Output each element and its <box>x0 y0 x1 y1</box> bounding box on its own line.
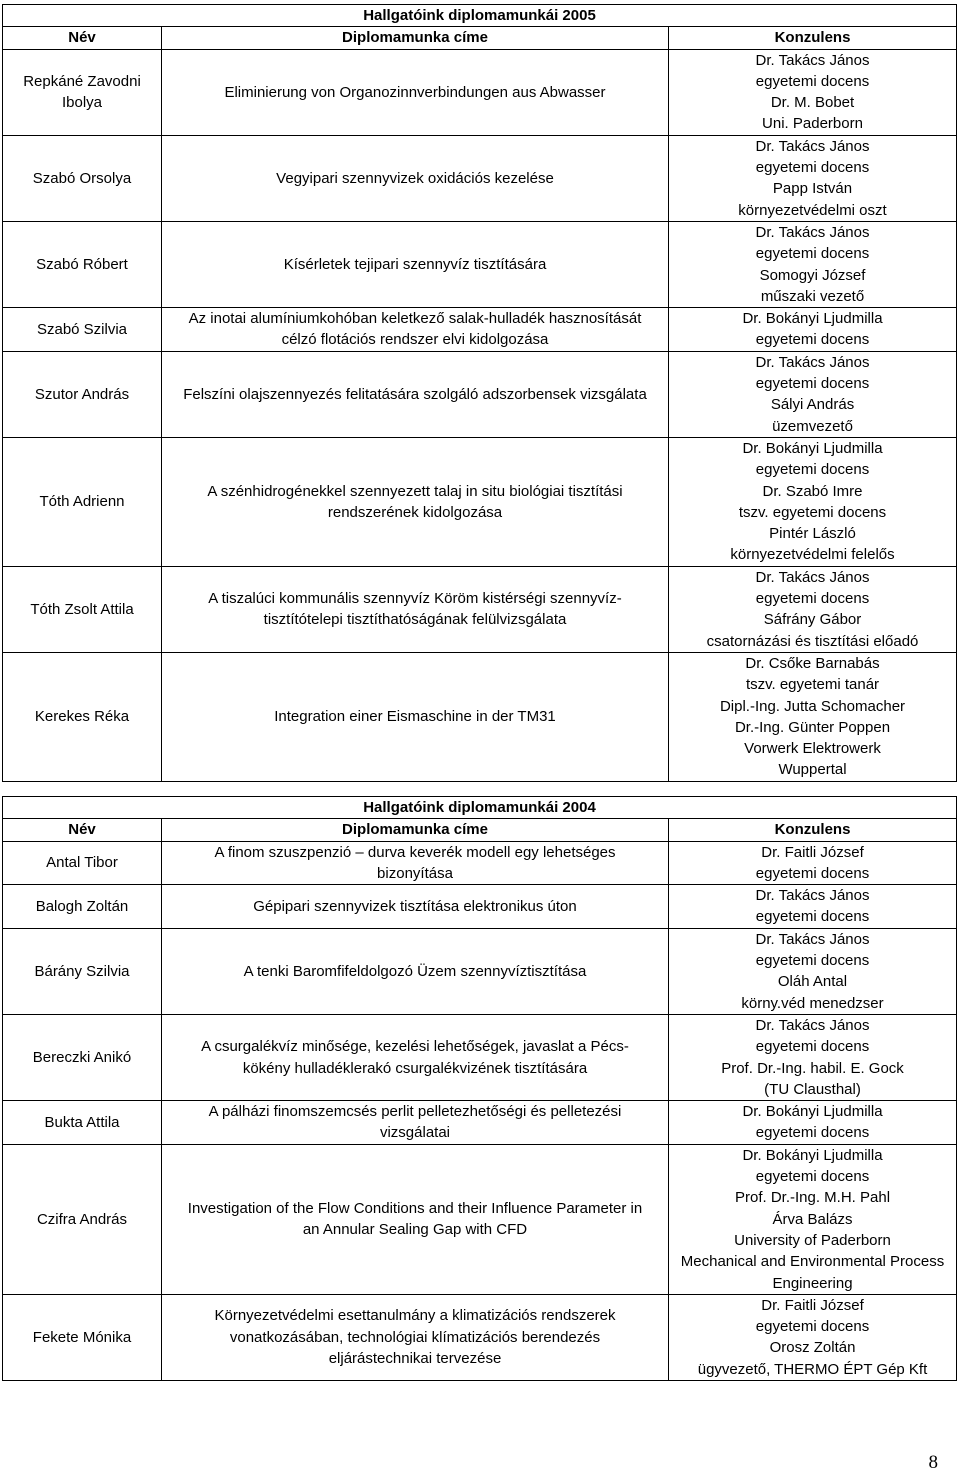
consultant-line: Dr. Takács János <box>755 1016 870 1034</box>
thesis-title-line: vonatkozásában, technológiai klímatizációs berendezés <box>229 1328 601 1346</box>
thesis-title-line: an Annular Sealing Gap with CFD <box>302 1221 528 1239</box>
thesis-title-line: Integration einer Eismaschine in der TM31 <box>274 708 556 726</box>
student-name-cell <box>3 1144 162 1294</box>
consultants-cell <box>669 652 957 781</box>
consultants-cell <box>669 566 957 652</box>
consultant-line: Mechanical and Environmental Process <box>680 1253 945 1271</box>
student-name-cell <box>3 885 162 929</box>
thesis-table-2004 <box>2 796 957 1381</box>
consultant-line: Dr. Takács János <box>755 353 870 371</box>
student-name: Tóth Zsolt Attila <box>30 600 134 618</box>
thesis-title-line: A finom szuszpenzió – durva keverék modell egy lehetséges <box>214 843 616 861</box>
thesis-title-cell <box>162 652 669 781</box>
table-row <box>3 1294 957 1380</box>
column-header-name: Név <box>3 27 162 49</box>
table-row <box>3 652 957 781</box>
thesis-title-line: Kísérletek tejipari szennyvíz tisztítására <box>283 255 547 273</box>
table-row <box>3 1014 957 1100</box>
thesis-title-line: célzó flotációs rendszer elvi kidolgozása <box>281 331 549 349</box>
student-name-cell <box>3 221 162 307</box>
consultant-line: Pintér László <box>769 525 856 543</box>
table-title: Hallgatóink diplomamunkái 2004 <box>3 797 957 819</box>
table-body-2005 <box>3 5 957 782</box>
thesis-title-cell <box>162 49 669 135</box>
consultant-line: egyetemi docens <box>755 375 870 393</box>
column-header-name: Név <box>3 819 162 841</box>
thesis-title-cell <box>162 1014 669 1100</box>
table-title-row <box>3 5 957 27</box>
thesis-title-cell <box>162 437 669 566</box>
thesis-title-line: A pálházi finomszemcsés perlit pelletezhetőségi és pelletezési <box>208 1103 622 1121</box>
consultant-line: Dr. Takács János <box>755 887 870 905</box>
consultants-cell <box>669 885 957 929</box>
consultant-line: Orosz Zoltán <box>769 1339 856 1357</box>
consultant-line: Dr. Faitli József <box>761 843 864 861</box>
consultants-cell <box>669 841 957 885</box>
student-name: Repkáné Zavodni <box>23 72 141 90</box>
student-name-cell <box>3 928 162 1014</box>
column-header-title: Diplomamunka címe <box>162 27 669 49</box>
student-name: Szabó Orsolya <box>32 169 132 187</box>
consultant-line: egyetemi docens <box>755 864 870 882</box>
thesis-title-cell <box>162 221 669 307</box>
thesis-title-cell <box>162 135 669 221</box>
consultant-line: Dr. Bokányi Ljudmilla <box>742 439 883 457</box>
consultant-line: Dr. Faitli József <box>761 1296 864 1314</box>
consultants-cell <box>669 135 957 221</box>
consultant-line: műszaki vezető <box>760 287 865 305</box>
thesis-title-line: A csurgalékvíz minősége, kezelési lehetőségek, javaslat a Pécs- <box>201 1038 629 1056</box>
table-row <box>3 841 957 885</box>
column-header-title: Diplomamunka címe <box>162 819 669 841</box>
student-name: Szutor András <box>34 385 130 403</box>
thesis-title-line: Az inotai alumíniumkohóban keletkező salak-hulladék hasznosítását <box>188 310 642 328</box>
student-name: Bukta Attila <box>44 1113 120 1131</box>
student-name-cell <box>3 49 162 135</box>
table-header-row <box>3 819 957 841</box>
consultant-line: Dr. Takács János <box>755 137 870 155</box>
table-row <box>3 221 957 307</box>
consultant-line: Oláh Antal <box>777 973 848 991</box>
table-row <box>3 308 957 352</box>
thesis-title-line: Investigation of the Flow Conditions and their Influence Parameter in <box>187 1199 643 1217</box>
consultant-line: Dr. Takács János <box>755 930 870 948</box>
thesis-title-line: eljárástechnikai tervezése <box>328 1350 502 1368</box>
consultant-line: körny.véd menedzser <box>741 994 884 1012</box>
table-header-row <box>3 27 957 49</box>
thesis-title-cell <box>162 566 669 652</box>
column-header-consultants: Konzulens <box>669 819 957 841</box>
consultant-line: Dr. Bokányi Ljudmilla <box>742 310 883 328</box>
student-name: Ibolya <box>61 94 103 112</box>
thesis-title-line: Eliminierung von Organozinnverbindungen aus Abwasser <box>224 83 606 101</box>
consultant-line: egyetemi docens <box>755 331 870 349</box>
consultant-line: ügyvezető, THERMO ÉPT Gép Kft <box>697 1360 928 1378</box>
thesis-title-line: A tiszalúci kommunális szennyvíz Köröm kistérségi szennyvíz- <box>208 590 622 608</box>
consultants-cell <box>669 221 957 307</box>
table-row <box>3 928 957 1014</box>
consultant-line: Dr. Bokányi Ljudmilla <box>742 1146 883 1164</box>
table-row <box>3 566 957 652</box>
consultant-line: Prof. Dr.-Ing. M.H. Pahl <box>734 1189 891 1207</box>
column-header-consultants: Konzulens <box>669 27 957 49</box>
consultants-cell <box>669 308 957 352</box>
consultant-line: Uni. Paderborn <box>762 115 863 133</box>
student-name-cell <box>3 135 162 221</box>
thesis-title-cell <box>162 1101 669 1145</box>
thesis-title-line: Felszíni olajszennyezés felitatására szolgáló adszorbensek vizsgálata <box>183 385 647 403</box>
consultant-line: Dr. Bokányi Ljudmilla <box>742 1103 883 1121</box>
consultants-cell <box>669 49 957 135</box>
thesis-title-cell <box>162 1144 669 1294</box>
thesis-title-line: Környezetvédelmi esettanulmány a klimatizációs rendszerek <box>214 1307 616 1325</box>
thesis-title-line: Gépipari szennyvizek tisztítása elektronikus úton <box>253 897 577 915</box>
student-name-cell <box>3 841 162 885</box>
student-name: Balogh Zoltán <box>35 897 129 915</box>
thesis-title-line: rendszerének kidolgozása <box>327 503 503 521</box>
thesis-title-line: A tenki Baromfifeldolgozó Üzem szennyvíztisztítása <box>243 962 587 980</box>
page-number: 8 <box>928 1452 938 1473</box>
thesis-title-cell <box>162 308 669 352</box>
student-name: Antal Tibor <box>46 854 118 872</box>
consultant-line: Dr.-Ing. Günter Poppen <box>734 718 891 736</box>
student-name-cell <box>3 437 162 566</box>
table-row <box>3 1101 957 1145</box>
student-name-cell <box>3 652 162 781</box>
consultant-line: egyetemi docens <box>755 1168 870 1186</box>
consultant-line: Wuppertal <box>778 761 847 779</box>
table-row <box>3 135 957 221</box>
consultant-line: egyetemi docens <box>755 461 870 479</box>
student-name: Tóth Adrienn <box>39 493 125 511</box>
consultant-line: Dr. Szabó Imre <box>762 482 863 500</box>
consultant-line: Dr. Csőke Barnabás <box>745 654 880 672</box>
consultant-line: egyetemi docens <box>755 908 870 926</box>
consultant-line: Dr. M. Bobet <box>770 94 855 112</box>
consultant-line: Engineering <box>772 1274 853 1292</box>
consultants-cell <box>669 1294 957 1380</box>
consultants-cell <box>669 1101 957 1145</box>
student-name: Czifra András <box>36 1210 128 1228</box>
consultant-line: Prof. Dr.-Ing. habil. E. Gock <box>721 1059 904 1077</box>
thesis-title-line: bizonyítása <box>377 864 453 882</box>
consultant-line: Dipl.-Ing. Jutta Schomacher <box>719 697 906 715</box>
table-row <box>3 49 957 135</box>
thesis-title-cell <box>162 1294 669 1380</box>
consultant-line: Sályi András <box>770 396 855 414</box>
consultant-line: Árva Balázs <box>772 1210 853 1228</box>
table-title-row <box>3 797 957 819</box>
consultants-cell <box>669 928 957 1014</box>
consultant-line: Dr. Takács János <box>755 51 870 69</box>
thesis-title-line: A szénhidrogénekkel szennyezett talaj in situ biológiai tisztítási <box>207 482 623 500</box>
consultant-line: egyetemi docens <box>755 1038 870 1056</box>
student-name: Kerekes Réka <box>34 708 130 726</box>
thesis-title-cell <box>162 841 669 885</box>
consultants-cell <box>669 1014 957 1100</box>
consultant-line: Somogyi József <box>759 266 866 284</box>
consultant-line: Sáfrány Gábor <box>763 611 862 629</box>
thesis-title-line: kökény hulladéklerakó csurgalékvizének tisztítására <box>242 1059 588 1077</box>
consultant-line: egyetemi docens <box>755 159 870 177</box>
table-row <box>3 1144 957 1294</box>
table-row <box>3 885 957 929</box>
student-name-cell <box>3 1294 162 1380</box>
thesis-title-cell <box>162 885 669 929</box>
thesis-title-line: tisztítótelepi tisztíthatóságának felülvizsgálata <box>263 611 567 629</box>
student-name: Bereczki Anikó <box>32 1048 132 1066</box>
student-name: Bárány Szilvia <box>34 962 130 980</box>
consultant-line: tszv. egyetemi docens <box>738 503 887 521</box>
student-name: Fekete Mónika <box>32 1328 132 1346</box>
student-name-cell <box>3 1101 162 1145</box>
table-row <box>3 351 957 437</box>
consultant-line: Vorwerk Elektrowerk <box>744 740 881 758</box>
consultant-line: (TU Clausthal) <box>764 1080 861 1098</box>
consultants-cell <box>669 351 957 437</box>
thesis-table-2005 <box>2 4 957 782</box>
thesis-title-cell <box>162 351 669 437</box>
student-name-cell <box>3 351 162 437</box>
consultant-line: egyetemi docens <box>755 590 870 608</box>
consultant-line: környezetvédelmi oszt <box>738 201 887 219</box>
consultant-line: Dr. Takács János <box>755 223 870 241</box>
consultant-line: University of Paderborn <box>734 1231 891 1249</box>
table-body-2004 <box>3 797 957 1381</box>
consultant-line: Dr. Takács János <box>755 568 870 586</box>
consultant-line: tszv. egyetemi tanár <box>745 676 880 694</box>
table-row <box>3 437 957 566</box>
student-name-cell <box>3 308 162 352</box>
consultant-line: Papp István <box>772 180 853 198</box>
student-name-cell <box>3 566 162 652</box>
consultants-cell <box>669 1144 957 1294</box>
consultant-line: egyetemi docens <box>755 245 870 263</box>
consultant-line: egyetemi docens <box>755 1318 870 1336</box>
student-name: Szabó Szilvia <box>36 320 128 338</box>
consultant-line: egyetemi docens <box>755 1124 870 1142</box>
thesis-title-line: Vegyipari szennyvizek oxidációs kezelése <box>276 169 554 187</box>
consultant-line: környezetvédelmi felelős <box>730 546 895 564</box>
student-name-cell <box>3 1014 162 1100</box>
consultant-line: egyetemi docens <box>755 952 870 970</box>
consultant-line: egyetemi docens <box>755 72 870 90</box>
thesis-title-cell <box>162 928 669 1014</box>
thesis-title-line: vizsgálatai <box>379 1124 451 1142</box>
student-name: Szabó Róbert <box>36 255 128 273</box>
consultant-line: üzemvezető <box>772 417 853 435</box>
consultants-cell <box>669 437 957 566</box>
table-title: Hallgatóink diplomamunkái 2005 <box>3 5 957 27</box>
consultant-line: csatornázási és tisztítási előadó <box>706 632 919 650</box>
